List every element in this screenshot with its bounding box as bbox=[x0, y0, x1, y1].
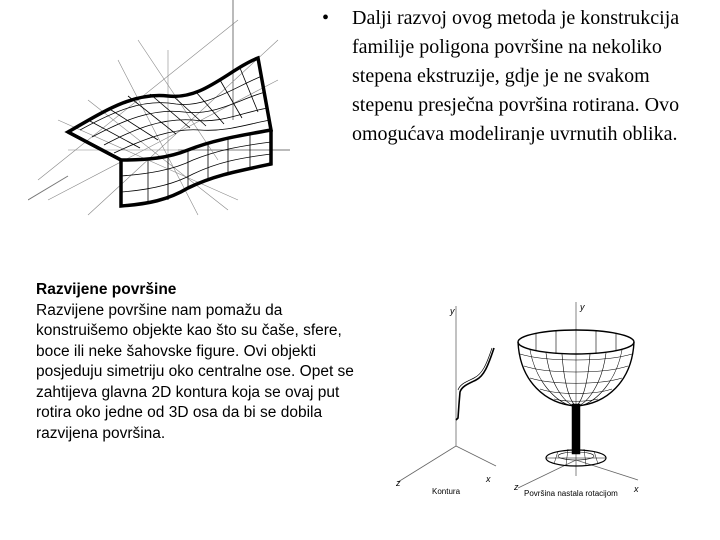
contour-x-axis bbox=[456, 446, 496, 466]
contour-z-axis bbox=[398, 446, 456, 482]
section-title: Razvijene površine bbox=[36, 281, 177, 298]
cup-y-label: y bbox=[580, 302, 585, 312]
contour-z-label: z bbox=[396, 478, 401, 488]
contour-figure bbox=[388, 296, 500, 502]
bullet-text: Dalji razvoj ovog metoda je konstrukcija familije poligona površine na nekoliko stepena ekstruzije, gdje je ne svakom stepenu presječna površina rotirana. Ovo omogućava modeliranje uvrnutih oblika. bbox=[352, 7, 680, 145]
section-body: Razvijene površine nam pomažu da konstruišemo objekte kao što su čaše, sfere, boce ili neke šahovske figure. Ovi objekti posjeduju simetriju oko centralne ose. Opet se zahtijeva glavna 2D kontura koja se ovaj put rotira oko jedne od 3D osa da bi se dobila razvijena površina. bbox=[36, 301, 354, 442]
revolved-surfaces-section bbox=[36, 280, 366, 444]
revolved-cup-figure bbox=[506, 292, 646, 502]
cup-caption: Površina nastala rotacijom bbox=[524, 489, 618, 498]
contour-caption: Kontura bbox=[432, 487, 461, 496]
contour-y-label: y bbox=[450, 306, 455, 316]
twisted-extrusion-figure bbox=[28, 0, 300, 222]
cup-stem bbox=[572, 404, 580, 454]
cup-z-label: z bbox=[514, 482, 519, 492]
cup-x-axis bbox=[576, 460, 638, 480]
bullet-paragraph bbox=[322, 4, 714, 149]
cup-x-label: x bbox=[634, 484, 639, 494]
cup-z-axis bbox=[518, 460, 576, 488]
contour-x-label: x bbox=[486, 474, 491, 484]
axis-diagonal bbox=[28, 176, 68, 200]
bullet-mark: • bbox=[322, 7, 330, 29]
